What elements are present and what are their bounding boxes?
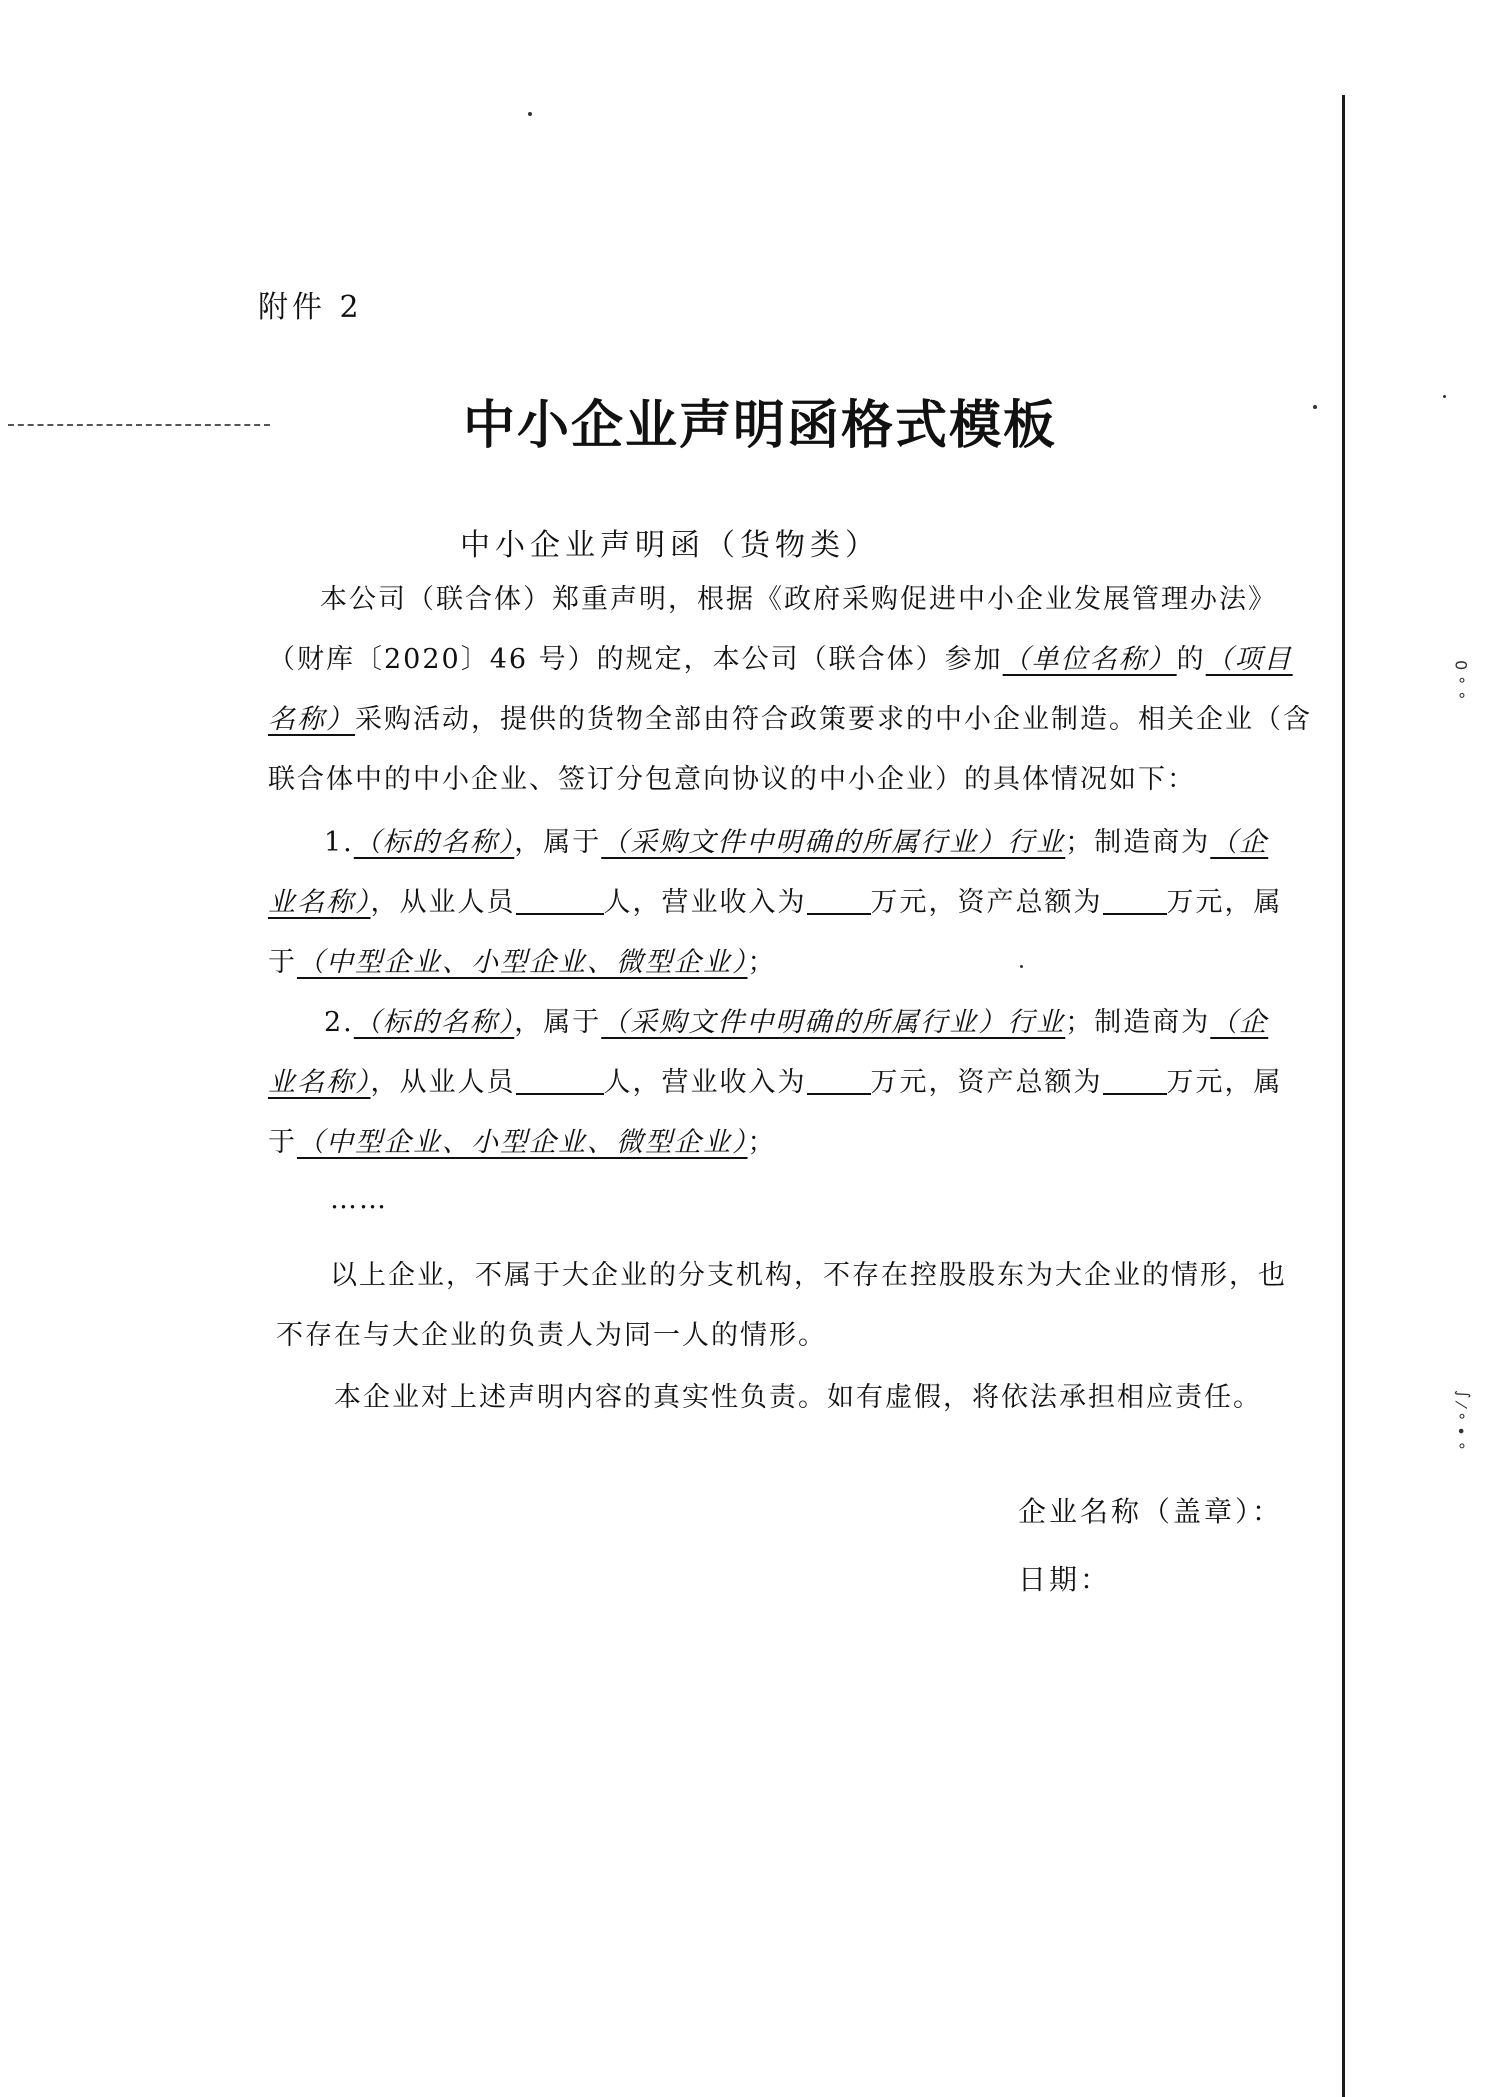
- fill-enterprise-type: （中型企业、小型企业、微型企业）: [297, 947, 748, 978]
- fill-company-name-cont: 业名称）: [268, 887, 371, 918]
- document-title: 中小企业声明函格式模板: [462, 395, 1057, 456]
- scan-speck: [1020, 965, 1023, 968]
- item-1-line-1: [324, 821, 1268, 865]
- fill-company-name-cont: 业名称）: [268, 1067, 371, 1098]
- item-text: 于: [268, 1127, 297, 1158]
- intro-text: （财库〔2020〕46 号）的规定，本公司（联合体）参加: [268, 644, 1003, 675]
- item-text: ，从业人员: [370, 1067, 516, 1098]
- scan-speck: [528, 112, 532, 116]
- item-number: 1.: [324, 827, 354, 858]
- document-subtitle: 中小企业声明函（货物类）: [460, 528, 880, 563]
- item-text: 万元，属: [1166, 887, 1283, 918]
- assets-blank: [1103, 1063, 1167, 1095]
- item-2-line-3: [268, 1121, 777, 1165]
- intro-line-3: [268, 698, 1312, 742]
- assets-blank: [1103, 883, 1167, 915]
- signature-date-label: 日期：: [1018, 1563, 1112, 1596]
- intro-text: 的: [1176, 644, 1206, 675]
- item-text: ；制造商为: [1065, 827, 1211, 858]
- item-1-line-2: [268, 881, 1283, 925]
- item-text: ，从业人员: [370, 887, 516, 918]
- item-number: 2.: [324, 1007, 354, 1038]
- fill-industry: （采购文件中明确的所属行业）行业: [601, 827, 1066, 858]
- fill-unit-name: （单位名称）: [1002, 644, 1177, 675]
- fill-company-name: （企: [1210, 1007, 1269, 1038]
- fill-enterprise-type: （中型企业、小型企业、微型企业）: [297, 1127, 748, 1158]
- item-text: ，属于: [514, 827, 602, 858]
- closing-line-2: 不存在与大企业的负责人为同一人的情形。: [276, 1320, 827, 1351]
- closing-line-1: 以上企业，不属于大企业的分支机构，不存在控股股东为大企业的情形，也: [330, 1260, 1287, 1291]
- fill-project-name-cont: 名称）: [268, 704, 355, 735]
- item-text: ；制造商为: [1065, 1007, 1211, 1038]
- item-text: ；: [747, 1127, 777, 1158]
- scan-margin-marks: ∘ • ∘ ⁄ ∫: [1452, 1390, 1471, 1451]
- item-text: 万元，属: [1166, 1067, 1283, 1098]
- intro-line-4: 联合体中的中小企业、签订分包意向协议的中小企业）的具体情况如下：: [268, 764, 1196, 795]
- fill-company-name: （企: [1210, 827, 1269, 858]
- fill-industry: （采购文件中明确的所属行业）行业: [601, 1007, 1066, 1038]
- revenue-blank: [807, 883, 871, 915]
- intro-line-1: 本公司（联合体）郑重声明，根据《政府采购促进中小企业发展管理办法》: [320, 584, 1277, 615]
- intro-line-2: [268, 638, 1293, 682]
- fill-project-name: （项目: [1205, 644, 1293, 675]
- fill-subject-name: （标的名称）: [353, 827, 515, 858]
- annex-label: 附件 2: [258, 290, 363, 325]
- closing-line-3: 本企业对上述声明内容的真实性负责。如有虚假，将依法承担相应责任。: [334, 1382, 1262, 1413]
- staff-count-blank: [516, 883, 604, 915]
- item-text: 于: [268, 947, 297, 978]
- scan-margin-marks: ∘ ∘ 0: [1452, 660, 1471, 701]
- item-text: 万元，资产总额为: [870, 1067, 1103, 1098]
- item-text: 人，营业收入为: [603, 1067, 807, 1098]
- item-1-line-3: [268, 941, 777, 985]
- item-2-line-1: [324, 1001, 1268, 1045]
- intro-text: 采购活动，提供的货物全部由符合政策要求的中小企业制造。相关企业（含: [355, 704, 1312, 735]
- item-text: ；: [747, 947, 777, 978]
- revenue-blank: [807, 1063, 871, 1095]
- ellipsis: ……: [330, 1184, 388, 1215]
- item-text: 万元，资产总额为: [870, 887, 1103, 918]
- item-text: ，属于: [514, 1007, 602, 1038]
- signature-company-label: 企业名称（盖章）：: [1018, 1495, 1284, 1528]
- item-2-line-2: [268, 1061, 1283, 1105]
- fill-subject-name: （标的名称）: [353, 1007, 515, 1038]
- staff-count-blank: [516, 1063, 604, 1095]
- item-text: 人，营业收入为: [603, 887, 807, 918]
